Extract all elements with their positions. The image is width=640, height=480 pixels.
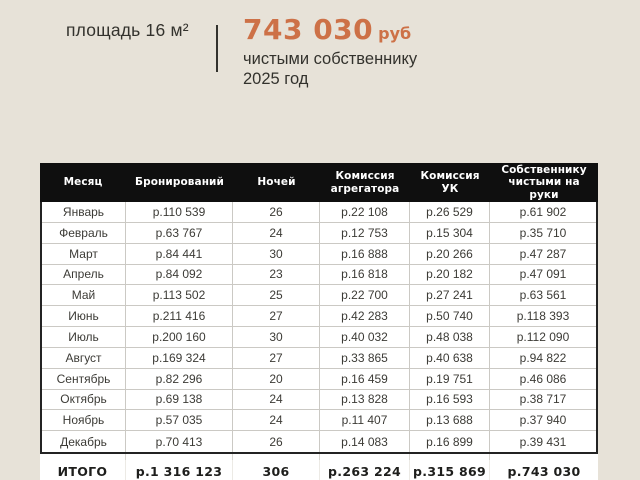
table-cell-nights: 23 [233,265,320,285]
table-cell-aggregator_fee: р.33 865 [320,348,410,368]
table-cell-nights: 26 [233,431,320,452]
table-row [42,348,596,369]
table-cell-bookings: р.69 138 [126,390,233,410]
table-cell-month: Май [42,285,126,305]
table-cell-nights: 30 [233,244,320,264]
table-cell-owner_net: р.47 287 [519,246,567,261]
table-cell-uk_fee: р.26 529 [410,202,490,222]
table-cell-bookings: р.57 035 [126,410,233,430]
summary-subtitle: чистыми собственнику [243,50,418,68]
table-row [42,202,596,223]
table-row [42,327,596,348]
table-cell-uk_fee: р.15 304 [410,223,490,243]
column-header-owner-net: Собственнику чистыми на руки [501,163,587,201]
table-cell-nights: 25 [233,285,320,305]
total-amount-line [243,13,417,46]
table-cell-aggregator_fee: р.16 888 [320,244,410,264]
table-cell-aggregator_fee: р.22 108 [320,202,410,222]
table-cell-nights: 24 [233,410,320,430]
table-cell-uk_fee: р.48 038 [410,327,490,347]
table-cell-uk_fee: р.27 241 [410,285,490,305]
table-row [42,410,596,431]
table-cell-aggregator_fee: р.40 032 [320,327,410,347]
total-amount: 743 030 [243,13,374,46]
table-cell-owner_net: р.63 561 [519,288,567,303]
table-cell-owner_net: р.46 086 [519,371,567,386]
currency-label: руб [378,24,412,43]
totals-cell-owner_net: р.743 030 [507,463,581,479]
table-body [40,202,598,454]
table-cell-owner_net: р.94 822 [519,350,567,365]
table-cell-month: Октябрь [42,390,126,410]
table-cell-month: Январь [42,202,126,222]
table-cell-owner_net: р.39 431 [519,434,567,449]
table-cell-month: Февраль [42,223,126,243]
column-header-aggregator-fee: Комиссия агрегатора [330,170,400,195]
table-cell-aggregator_fee: р.16 459 [320,369,410,389]
table-cell-bookings: р.211 416 [126,306,233,326]
column-header-nights: Ночей [257,176,296,189]
table-cell-month: Март [42,244,126,264]
totals-cell-bookings: р.1 316 123 [126,460,233,480]
table-row [42,431,596,452]
table-cell-month: Сентябрь [42,369,126,389]
column-header-uk-fee: Комиссия УК [420,170,480,195]
table-cell-uk_fee: р.16 593 [410,390,490,410]
table-cell-owner_net: р.35 710 [519,225,567,240]
table-cell-aggregator_fee: р.22 700 [320,285,410,305]
table-cell-uk_fee: р.50 740 [410,306,490,326]
summary-year: 2025 год [243,69,309,88]
table-cell-bookings: р.70 413 [126,431,233,452]
table-cell-bookings: р.84 441 [126,244,233,264]
table-cell-nights: 20 [233,369,320,389]
area-label: площадь 16 м² [66,20,189,40]
table-row [42,223,596,244]
table-cell-aggregator_fee: р.14 083 [320,431,410,452]
table-cell-nights: 27 [233,348,320,368]
table-cell-uk_fee: р.20 182 [410,265,490,285]
table-cell-month: Апрель [42,265,126,285]
table-cell-nights: 30 [233,327,320,347]
table-cell-bookings: р.113 502 [126,285,233,305]
table-row [42,306,596,327]
totals-cell-aggregator_fee: р.263 224 [320,460,410,480]
table-row [42,285,596,306]
table-cell-nights: 24 [233,223,320,243]
table-cell-owner_net: р.47 091 [519,267,567,282]
column-header-bookings: Бронирований [135,176,224,189]
table-cell-bookings: р.110 539 [126,202,233,222]
table-cell-aggregator_fee: р.16 818 [320,265,410,285]
table-header-row [40,163,598,202]
table-cell-bookings: р.84 092 [126,265,233,285]
table-cell-aggregator_fee: р.13 828 [320,390,410,410]
column-header-month: Месяц [63,176,103,189]
table-row [42,265,596,286]
table-cell-uk_fee: р.13 688 [410,410,490,430]
table-cell-nights: 26 [233,202,320,222]
table-cell-bookings: р.82 296 [126,369,233,389]
table-cell-owner_net: р.61 902 [519,204,567,219]
table-cell-bookings: р.63 767 [126,223,233,243]
table-totals-row [40,460,598,480]
table-cell-bookings: р.169 324 [126,348,233,368]
table-row [42,244,596,265]
totals-cell-nights: 306 [233,460,320,480]
table-row [42,369,596,390]
totals-cell-uk_fee: р.315 869 [410,460,490,480]
table-cell-owner_net: р.118 393 [516,309,570,324]
table-cell-month: Июль [42,327,126,347]
table-cell-month: Ноябрь [42,410,126,430]
table-cell-bookings: р.200 160 [126,327,233,347]
table-cell-month: Июнь [42,306,126,326]
table-cell-aggregator_fee: р.42 283 [320,306,410,326]
table-cell-owner_net: р.112 090 [516,329,570,344]
table-cell-uk_fee: р.40 638 [410,348,490,368]
table-cell-month: Декабрь [42,431,126,452]
table-cell-aggregator_fee: р.12 753 [320,223,410,243]
income-table [40,163,598,480]
table-cell-uk_fee: р.16 899 [410,431,490,452]
totals-cell-label: ИТОГО [40,460,126,480]
table-row [42,390,596,411]
header-divider [216,25,218,72]
table-cell-owner_net: р.37 940 [519,413,567,428]
table-cell-owner_net: р.38 717 [519,392,567,407]
table-cell-month: Август [42,348,126,368]
table-cell-nights: 27 [233,306,320,326]
table-cell-uk_fee: р.20 266 [410,244,490,264]
table-cell-aggregator_fee: р.11 407 [320,410,410,430]
table-cell-nights: 24 [233,390,320,410]
income-summary [243,13,417,89]
table-cell-uk_fee: р.19 751 [410,369,490,389]
